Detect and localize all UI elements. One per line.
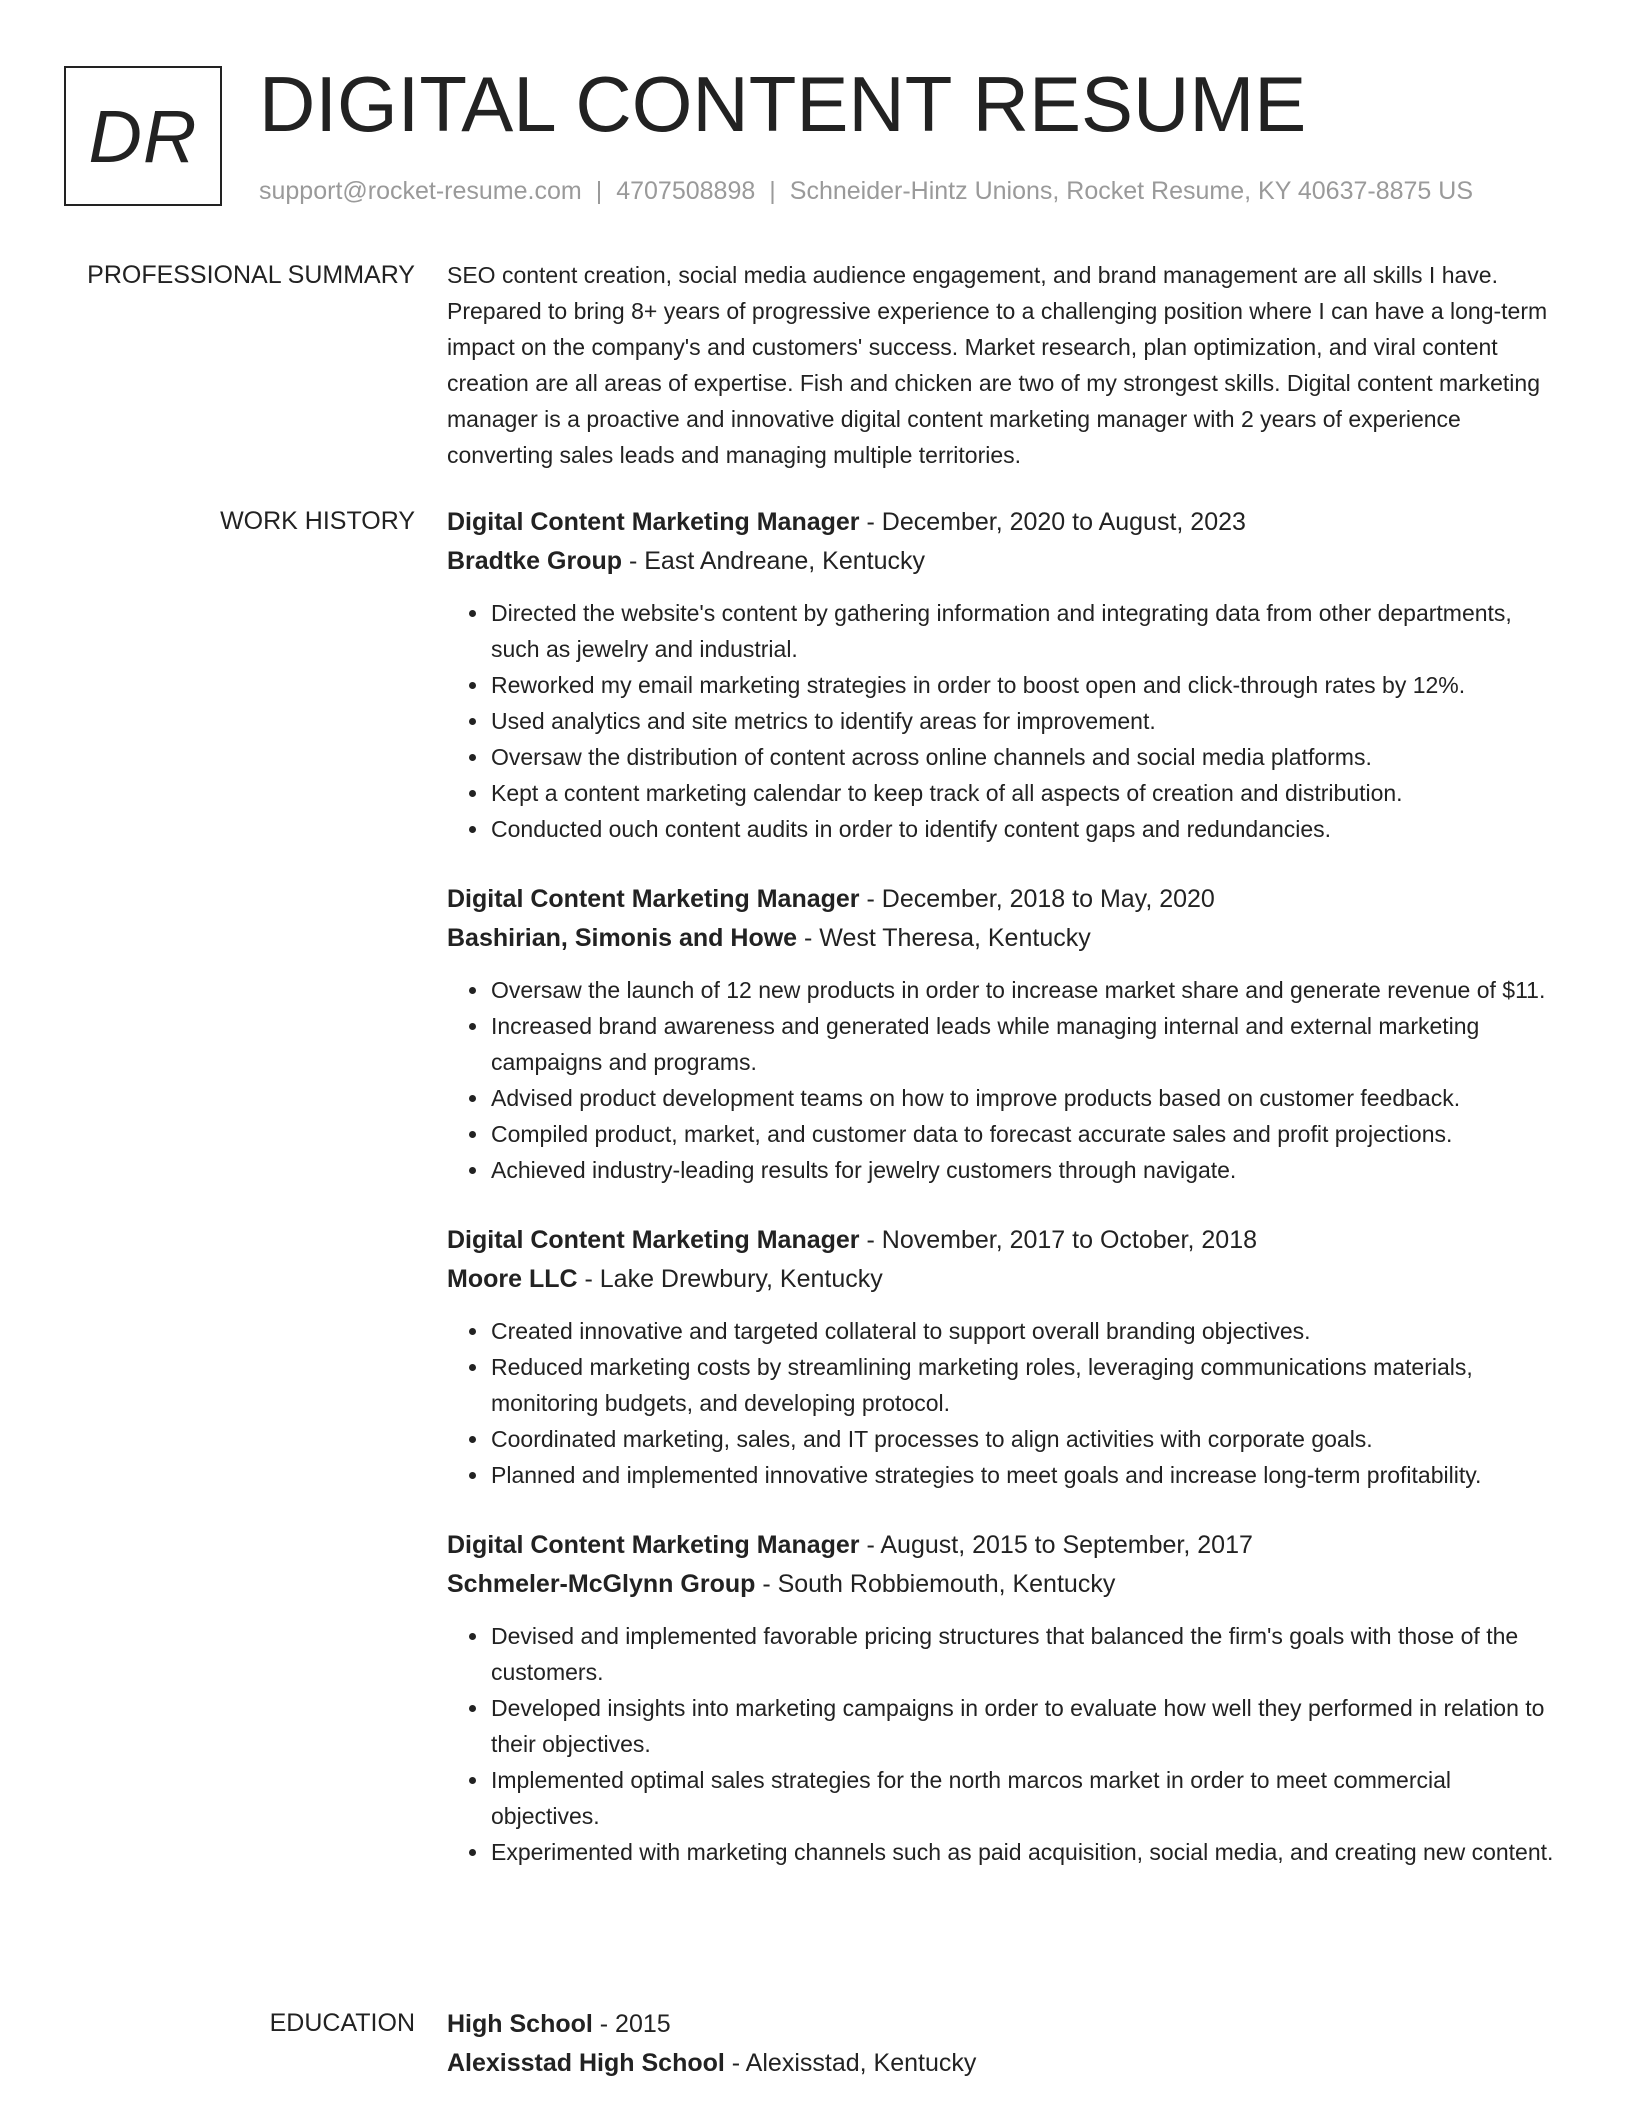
job-company-line [447, 1565, 1562, 1604]
job-title: Digital Content Marketing Manager [447, 508, 860, 536]
job-bullet: • Achieved industry-leading results for jewelry customers through navigate. [490, 1152, 1562, 1188]
job-company-line [447, 1260, 1562, 1299]
job-company: Schmeler-McGlynn Group [447, 1570, 756, 1598]
job-entry [447, 1526, 1562, 1870]
job-bullet: • Experimented with marketing channels such as paid acquisition, social media, and creating new content. [490, 1834, 1562, 1870]
job-dates: - November, 2017 to October, 2018 [859, 1226, 1258, 1254]
job-bullets [447, 595, 1562, 847]
job-bullet: • Increased brand awareness and generated leads while managing internal and external marketing campaigns and programs. [490, 1008, 1562, 1080]
job-bullet: • Conducted ouch content audits in order to identify content gaps and redundancies. [490, 811, 1562, 847]
education-school-line [447, 2044, 1562, 2083]
section-label-education: EDUCATION [269, 2009, 415, 2037]
job-bullet: • Advised product development teams on how to improve products based on customer feedback. [490, 1080, 1562, 1116]
job-bullet: • Devised and implemented favorable pricing structures that balanced the firm's goals with those of the customers. [490, 1618, 1562, 1690]
job-dates: - December, 2018 to May, 2020 [859, 885, 1215, 913]
job-location: - Lake Drewbury, Kentucky [577, 1265, 883, 1293]
contact-email[interactable]: support@rocket-resume.com [259, 177, 582, 205]
job-dates: - December, 2020 to August, 2023 [859, 508, 1246, 536]
job-company: Bradtke Group [447, 547, 623, 575]
job-title-line [447, 1221, 1562, 1260]
job-bullets [447, 972, 1562, 1188]
job-bullet: • Reworked my email marketing strategies in order to boost open and click-through rates by 12%. [490, 667, 1562, 703]
contact-separator: | [595, 177, 603, 205]
job-title-line [447, 880, 1562, 919]
education-year: - 2015 [592, 2010, 671, 2038]
job-bullet: • Kept a content marketing calendar to keep track of all aspects of creation and distribution. [490, 775, 1562, 811]
job-title-line [447, 503, 1562, 542]
job-bullet: • Oversaw the distribution of content across online channels and social media platforms. [490, 739, 1562, 775]
job-bullet: • Developed insights into marketing campaigns in order to evaluate how well they performed in relation to their objectives. [490, 1690, 1562, 1762]
job-bullet: • Compiled product, market, and customer data to forecast accurate sales and profit projections. [490, 1116, 1562, 1152]
job-bullet: • Used analytics and site metrics to identify areas for improvement. [490, 703, 1562, 739]
job-title-line [447, 1526, 1562, 1565]
contact-separator: | [769, 177, 776, 205]
contact-line [259, 174, 1473, 208]
job-bullet: • Oversaw the launch of 12 new products in order to increase market share and generate revenue of $11. [490, 972, 1562, 1008]
job-entry [447, 503, 1562, 847]
contact-address: Schneider-Hintz Unions, Rocket Resume, KY 40637-8875 US [789, 177, 1473, 205]
summary-text: SEO content creation, social media audience engagement, and brand management are all skills I have. Prepared to bring 8+ years of progressive experience to a challenging position where I can have a long-term impact on the company's and customers' success. Market research, plan optimization, and viral content creation are all areas of expertise. Fish and chicken are two of my strongest skills. Digital content marketing manager is a proactive and innovative digital content marketing manager with 2 years of experience converting sales leads and managing multiple territories. [447, 262, 1548, 468]
education-degree: High School [447, 2010, 593, 2038]
job-company-line [447, 542, 1562, 581]
job-location: - East Andreane, Kentucky [622, 547, 925, 575]
job-entry [447, 880, 1562, 1188]
job-bullet: • Directed the website's content by gathering information and integrating data from other departments, such as jewelry and industrial. [490, 595, 1562, 667]
monogram-logo: DR [64, 66, 222, 206]
job-title: Digital Content Marketing Manager [447, 1531, 860, 1559]
education-body [447, 2005, 1562, 2083]
contact-phone[interactable]: 4707508898 [616, 177, 756, 205]
job-title: Digital Content Marketing Manager [447, 885, 860, 913]
resume-title: DIGITAL CONTENT RESUME [259, 60, 1307, 148]
job-title: Digital Content Marketing Manager [447, 1226, 860, 1254]
job-bullets [447, 1618, 1562, 1870]
education-school: Alexisstad High School [447, 2049, 725, 2077]
job-bullets [447, 1313, 1562, 1493]
work-history-body [447, 503, 1562, 1870]
job-bullet: • Reduced marketing costs by streamlining marketing roles, leveraging communications materials, monitoring budgets, and developing protocol. [490, 1349, 1562, 1421]
job-dates: - August, 2015 to September, 2017 [859, 1531, 1253, 1559]
summary-body [447, 257, 1562, 473]
job-location: - West Theresa, Kentucky [797, 924, 1091, 952]
job-entry [447, 1221, 1562, 1493]
job-bullet: • Coordinated marketing, sales, and IT processes to align activities with corporate goals. [490, 1421, 1562, 1457]
education-degree-line [447, 2005, 1562, 2044]
job-bullet: • Created innovative and targeted collateral to support overall branding objectives. [490, 1313, 1562, 1349]
section-label-summary: PROFESSIONAL SUMMARY [87, 261, 415, 289]
job-company-line [447, 919, 1562, 958]
job-bullet: • Implemented optimal sales strategies for the north marcos market in order to meet commercial objectives. [490, 1762, 1562, 1834]
education-location: - Alexisstad, Kentucky [724, 2049, 977, 2077]
job-company: Bashirian, Simonis and Howe [447, 924, 798, 952]
job-company: Moore LLC [447, 1265, 578, 1293]
job-location: - South Robbiemouth, Kentucky [755, 1570, 1116, 1598]
job-bullet: • Planned and implemented innovative strategies to meet goals and increase long-term profitability. [490, 1457, 1562, 1493]
section-label-work-history: WORK HISTORY [220, 507, 415, 535]
